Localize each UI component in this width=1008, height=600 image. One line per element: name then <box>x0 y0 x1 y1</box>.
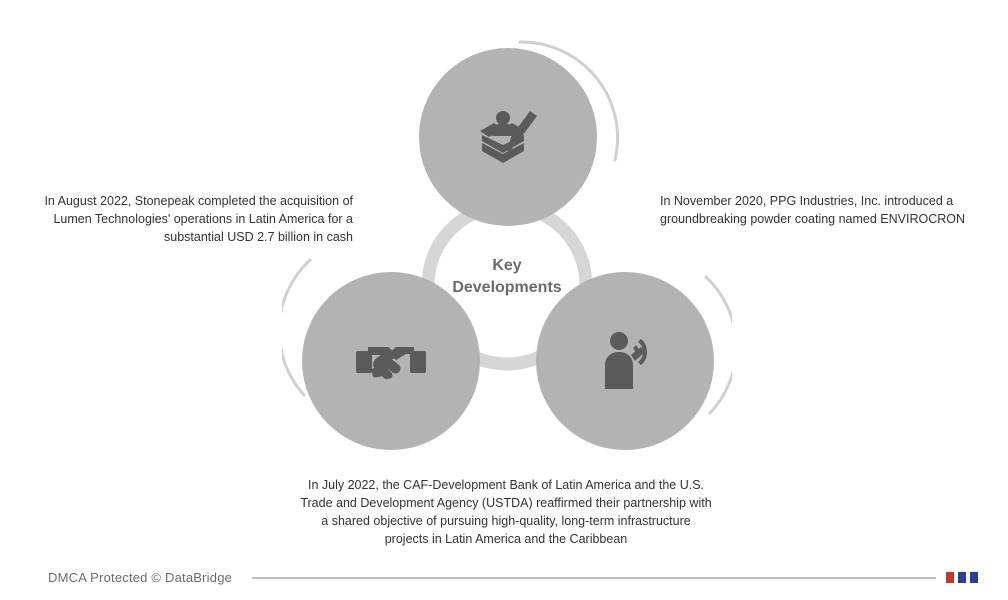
footer-logo-squares <box>946 572 978 583</box>
slide-footer <box>0 560 1008 600</box>
center-label-line2: Developments <box>452 278 562 296</box>
person-megaphone-icon <box>536 272 714 450</box>
handshake-icon <box>302 272 480 450</box>
diagram-node-right[interactable] <box>536 272 714 450</box>
footer-square-2 <box>958 572 966 583</box>
product-box-pencil-icon <box>419 48 597 226</box>
diagram-center-label <box>427 255 587 298</box>
callout-right-text: In November 2020, PPG Industries, Inc. introduced a groundbreaking powder coating named ENVIROCRON <box>660 194 966 227</box>
center-label-line1: Key <box>492 257 522 274</box>
footer-divider <box>252 577 936 579</box>
footer-copyright: DMCA Protected © DataBridge <box>48 570 233 585</box>
diagram-node-top[interactable] <box>419 48 597 226</box>
footer-square-1 <box>946 572 954 583</box>
callout-left-text: In August 2022, Stonepeak completed the acquisition of Lumen Technologies' operations in Latin America for a substantial USD 2.7 billion in cash <box>44 194 353 245</box>
footer-square-3 <box>970 572 978 583</box>
callout-bottom-text: In July 2022, the CAF-Development Bank of Latin America and the U.S. Trade and Development Agency (USTDA) reaffirmed their partnership with a shared objective of pursuing high-quality, long-term infrastructure projects in Latin America and the Caribbean <box>300 478 712 547</box>
diagram-node-left[interactable] <box>302 272 480 450</box>
